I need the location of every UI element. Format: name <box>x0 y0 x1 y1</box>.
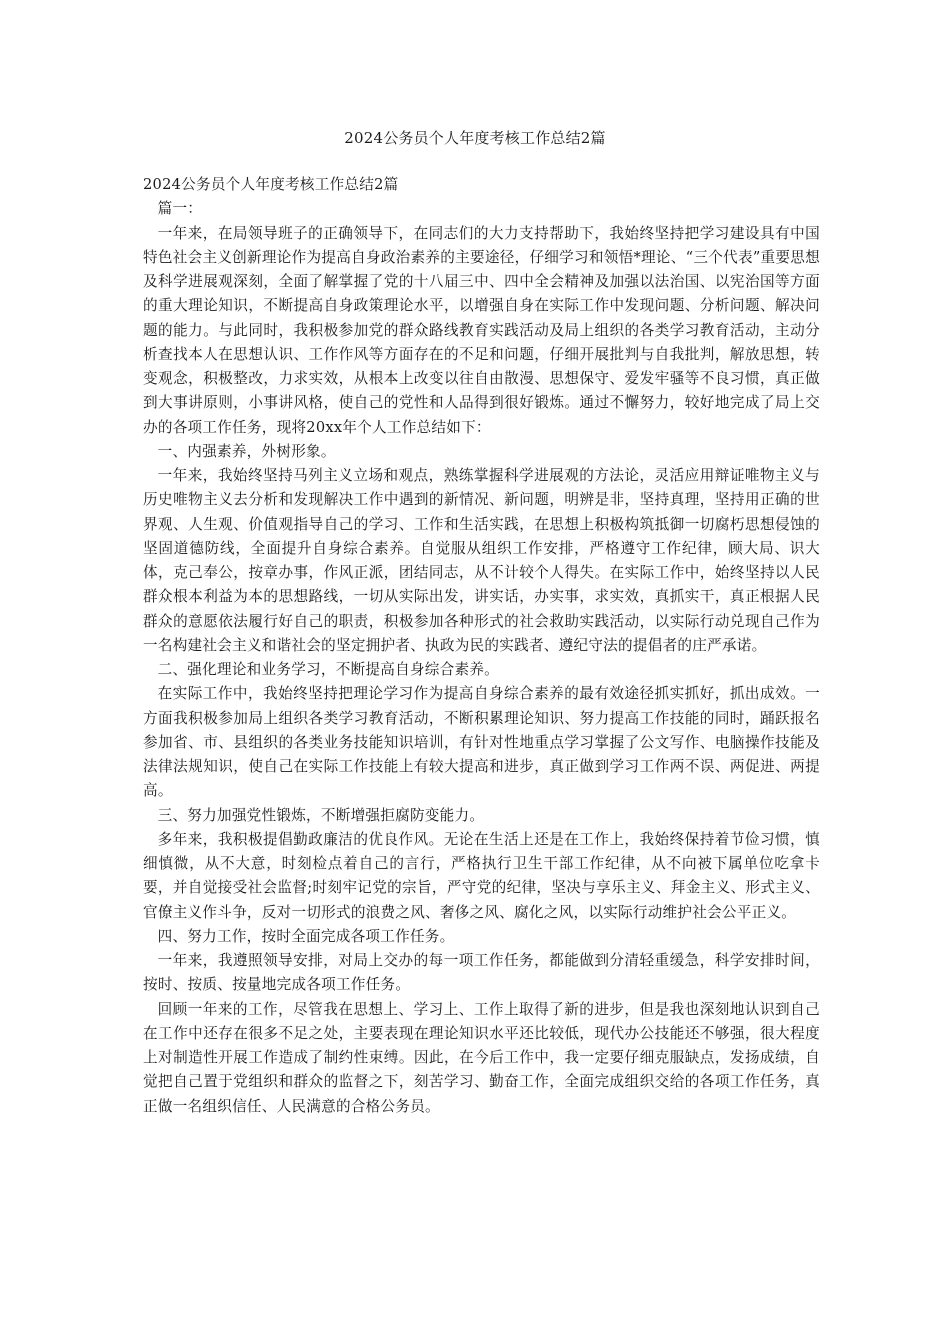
document-subtitle: 2024公务员个人年度考核工作总结2篇 <box>143 176 399 193</box>
section-heading-2: 二、强化理论和业务学习，不断提高自身综合素养。 <box>157 661 500 678</box>
paragraph-section-2: 在实际工作中，我始终坚持把理论学习作为提高自身综合素养的最有效途径抓实抓好，抓出成效。一方面我积极参加局上组织各类学习教育活动，不断积累理论知识、努力提高工作技能的同时，踊跃报名参加省、市、县组织的各类业务技能知识培训，有针对性地重点学习掌握了公文写作、电脑操作技能及法律法规知识，使自己在实际工作技能上有较大提高和进步，真正做到学习工作两不误、两促进、两提高。 <box>143 685 820 800</box>
part-label: 篇一： <box>157 200 203 218</box>
paragraph-section-4: 一年来，我遵照领导安排，对局上交办的每一项工作任务，都能做到分清轻重缓急，科学安排时间，按时、按质、按量地完成各项工作任务。 <box>143 952 820 994</box>
section-heading-4: 四、努力工作，按时全面完成各项工作任务。 <box>157 927 455 945</box>
section-heading-3: 三、努力加强党性锻炼，不断增强拒腐防变能力。 <box>157 806 485 824</box>
document-title: 2024公务员个人年度考核工作总结2篇 <box>344 129 606 147</box>
paragraph-section-3: 多年来，我积极提倡勤政廉洁的优良作风。无论在生活上还是在工作上，我始终保持着节俭习惯，慎细慎微，从不大意，时刻检点着自己的言行，严格执行卫生干部工作纪律，从不向被下属单位吃拿卡要，并自觉接受社会监督;时刻牢记党的宗旨，严守党的纪律，坚决与享乐主义、拜金主义、形式主义、官僚主义作斗争，反对一切形式的浪费之风、奢侈之风、腐化之风，以实际行动维护社会公平正义。 <box>143 830 820 921</box>
section-heading-1: 一、内强素养，外树形象。 <box>157 442 336 460</box>
paragraph-intro: 一年来，在局领导班子的正确领导下，在同志们的大力支持帮助下，我始终坚持把学习建设具有中国特色社会主义创新理论作为提高自身政治素养的主要途径，仔细学习和领悟*理论、“三个代表”重要思想及科学进展观深刻，全面了解掌握了党的十八届三中、四中全会精神及加强以法治国、以宪治国等方面的重大理论知识，不断提高自身政策理论水平，以增强自身在实际工作中发现问题、分析问题、解决问题的能力。与此同时，我积极参加党的群众路线教育实践活动及局上组织的各类学习教育活动，主动分析查找本人在思想认识、工作作风等方面存在的不足和问题，仔细开展批判与自我批判，解放思想，转变观念，积极整改，力求实效，从根本上改变以往自由散漫、思想保守、爱发牢骚等不良习惯，真正做到大事讲原则，小事讲风格，使自己的党性和人品得到很好锻炼。通过不懈努力，较好地完成了局上交办的各项工作任务，现将20xx年个人工作总结如下： <box>143 224 820 436</box>
paragraph-conclusion: 回顾一年来的工作，尽管我在思想上、学习上、工作上取得了新的进步，但是我也深刻地认识到自己在工作中还存在很多不足之处，主要表现在理论知识水平还比较低，现代办公技能还不够强，很大程度上对制造性开展工作造成了制约性束缚。因此，在今后工作中，我一定要仔细克服缺点，发扬成绩，自觉把自己置于党组织和群众的监督之下，刻苦学习、勤奋工作，全面完成组织交给的各项工作任务，真正做一名组织信任、人民满意的合格公务员。 <box>143 1000 820 1115</box>
document-body <box>143 173 820 1119</box>
paragraph-section-1: 一年来，我始终坚持马列主义立场和观点，熟练掌握科学进展观的方法论，灵活应用辩证唯物主义与历史唯物主义去分析和发现解决工作中遇到的新情况、新问题，明辨是非，坚持真理，坚持用正确的世界观、人生观、价值观指导自己的学习、工作和生活实践，在思想上积极构筑抵御一切腐朽思想侵蚀的坚固道德防线，全面提升自身综合素养。自觉服从组织工作安排，严格遵守工作纪律，顾大局、识大体，克己奉公，按章办事，作风正派，团结同志，从不计较个人得失。在实际工作中，始终坚持以人民群众根本利益为本的思想路线，一切从实际出发，讲实话，办实事，求实效，真抓实干，真正根据人民群众的意愿依法履行好自己的职责，积极参加各种形式的社会救助实践活动，以实际行动兑现自己作为一名构建社会主义和谐社会的坚定拥护者、执政为民的实践者、遵纪守法的提倡者的庄严承诺。 <box>143 467 820 654</box>
